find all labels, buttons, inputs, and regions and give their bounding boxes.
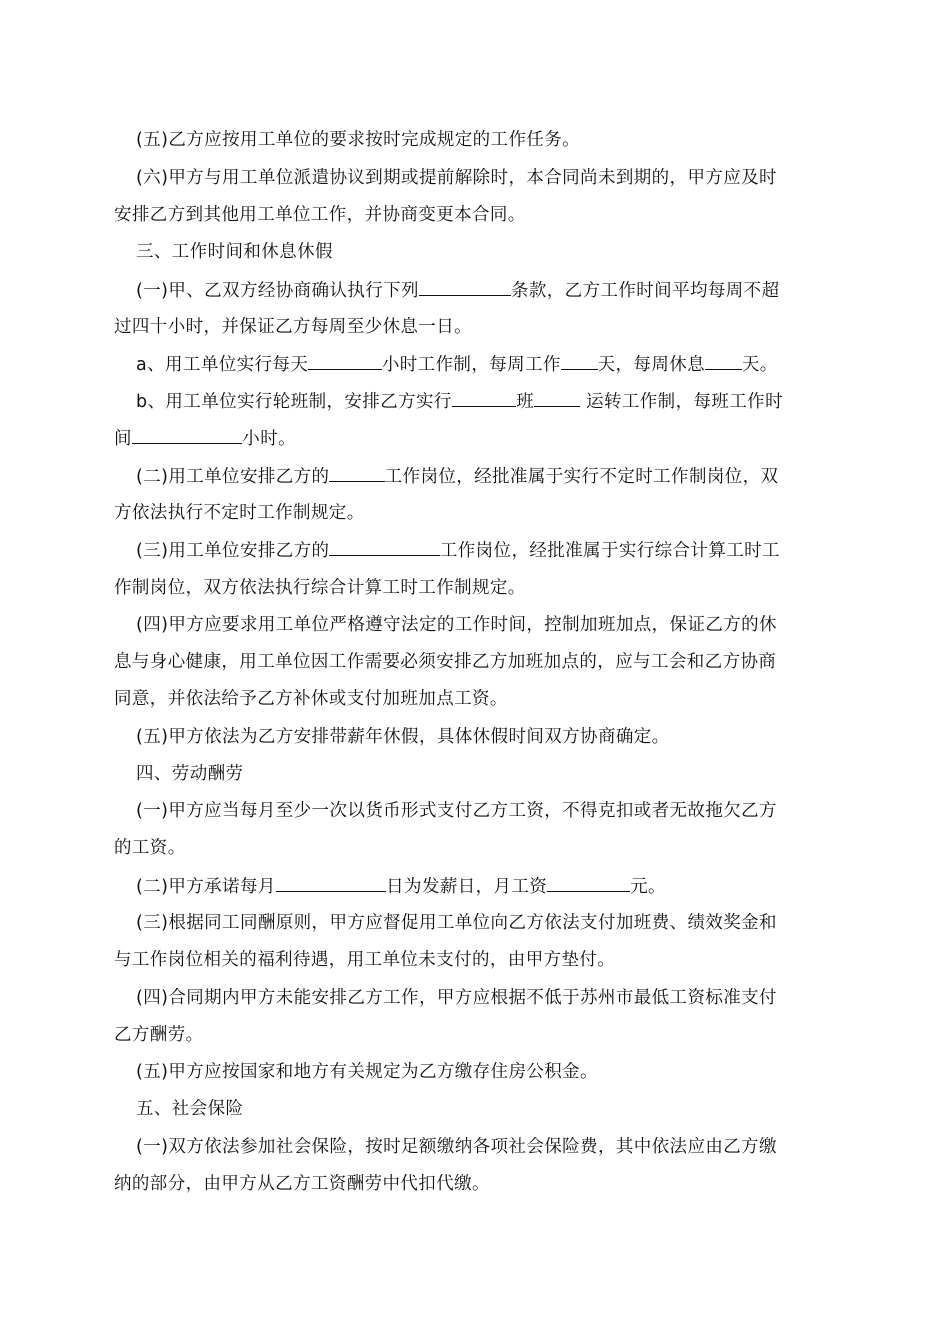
document-line <box>136 762 243 786</box>
document-line <box>136 166 777 190</box>
line-text: 方依法执行不定时工作制规定。 <box>114 503 365 523</box>
line-text: 日为发薪日，月工资 <box>386 877 548 897</box>
document-line <box>136 389 783 414</box>
document-line <box>114 1023 204 1047</box>
document-line <box>136 278 779 303</box>
line-text: 过四十小时，并保证乙方每周至少休息一日。 <box>114 317 472 337</box>
line-text: (一)甲方应当每月至少一次以货币形式支付乙方工资，不得克扣或者无故拖欠乙方 <box>136 801 777 821</box>
fill-in-blank[interactable] <box>329 538 439 556</box>
line-text: (三)用工单位安排乙方的 <box>136 541 330 561</box>
line-text: (四)合同期内甲方未能安排乙方工作，甲方应根据不低于苏州市最低工资标准支付 <box>136 988 777 1008</box>
line-text: 乙方酬劳。 <box>114 1025 204 1045</box>
line-text: 四、劳动酬劳 <box>136 764 244 784</box>
line-text: 元。 <box>630 877 666 897</box>
line-text: 纳的部分，由甲方从乙方工资酬劳中代扣代缴。 <box>114 1174 490 1194</box>
line-text: 同意，并依法给予乙方补休或支付加班加点工资。 <box>114 689 508 709</box>
document-line <box>136 464 778 489</box>
line-text: (二)用工单位安排乙方的 <box>136 467 330 487</box>
document-line <box>114 948 615 972</box>
line-text: 小时。 <box>242 429 296 449</box>
document-line <box>114 426 296 451</box>
fill-in-blank[interactable] <box>329 464 384 482</box>
line-text: 与工作岗位相关的福利待遇，用工单位未支付的，由甲方垫付。 <box>114 950 616 970</box>
document-line <box>114 1172 490 1196</box>
document-line <box>114 203 526 227</box>
document-line <box>136 1135 777 1159</box>
line-text: (五)甲方应按国家和地方有关规定为乙方缴存住房公积金。 <box>136 1062 598 1082</box>
document-line <box>136 725 670 749</box>
line-text: (三)根据同工同酬原则，甲方应督促用工单位向乙方依法支付加班费、绩效奖金和 <box>136 913 777 933</box>
line-text: (六)甲方与用工单位派遣协议到期或提前解除时，本合同尚未到期的，甲方应及时 <box>136 168 777 188</box>
fill-in-blank[interactable] <box>534 389 580 407</box>
document-line <box>136 538 780 563</box>
document-line <box>114 650 776 674</box>
document-line <box>114 836 186 860</box>
line-text: 小时工作制，每周工作 <box>381 355 561 375</box>
line-text: 安排乙方到其他用工单位工作，并协商变更本合同。 <box>114 205 526 225</box>
fill-in-blank[interactable] <box>419 278 511 296</box>
fill-in-blank[interactable] <box>132 426 242 444</box>
line-text: 天。 <box>741 355 778 375</box>
document-line <box>114 687 508 711</box>
line-text: 五、社会保险 <box>136 1099 244 1119</box>
document-line <box>136 613 777 637</box>
document-line <box>136 986 777 1010</box>
line-text: 间 <box>114 429 132 449</box>
line-text: 天，每周休息 <box>597 355 706 375</box>
line-text: (一)甲、乙双方经协商确认执行下列 <box>136 281 419 301</box>
document-line <box>136 1097 243 1121</box>
fill-in-blank[interactable] <box>308 352 382 370</box>
document-line <box>136 1060 598 1084</box>
line-text: a、用工单位实行每天 <box>136 355 309 375</box>
line-text: (二)甲方承诺每月 <box>136 877 276 897</box>
line-text: 的工资。 <box>114 838 186 858</box>
line-text: (一)双方依法参加社会保险，按时足额缴纳各项社会保险费，其中依法应由乙方缴 <box>136 1137 777 1157</box>
document-line <box>114 315 472 339</box>
line-text: 三、工作时间和休息休假 <box>136 242 333 262</box>
line-text: (四)甲方应要求用工单位严格遵守法定的工作时间，控制加班加点，保证乙方的休 <box>136 615 777 635</box>
document-line <box>136 128 580 152</box>
fill-in-blank[interactable] <box>547 874 630 892</box>
document-line <box>136 799 777 823</box>
line-text: b、用工单位实行轮班制，安排乙方实行 <box>136 392 452 412</box>
line-text: (五)乙方应按用工单位的要求按时完成规定的工作任务。 <box>136 130 581 150</box>
line-text: 息与身心健康，用工单位因工作需要必须安排乙方加班加点的，应与工会和乙方协商 <box>114 652 777 672</box>
document-line <box>136 911 777 935</box>
fill-in-blank[interactable] <box>561 352 598 370</box>
line-text: 作制岗位，双方依法执行综合计算工时工作制规定。 <box>114 578 526 598</box>
fill-in-blank[interactable] <box>452 389 516 407</box>
line-text: 条款，乙方工作时间平均每周不超 <box>510 281 780 301</box>
fill-in-blank[interactable] <box>705 352 742 370</box>
line-text: 工作岗位，经批准属于实行综合计算工时工 <box>439 541 780 561</box>
document-line <box>136 352 778 377</box>
document-line <box>136 874 666 899</box>
line-text: (五)甲方依法为乙方安排带薪年休假，具体休假时间双方协商确定。 <box>136 727 670 747</box>
line-text: 工作岗位，经批准属于实行不定时工作制岗位，双 <box>384 467 779 487</box>
line-text: 班 <box>516 392 535 412</box>
document-line <box>114 576 526 600</box>
line-text: 运转工作制，每班工作时 <box>580 392 783 412</box>
fill-in-blank[interactable] <box>276 874 386 892</box>
document-line <box>136 240 333 264</box>
document-line <box>114 501 365 525</box>
